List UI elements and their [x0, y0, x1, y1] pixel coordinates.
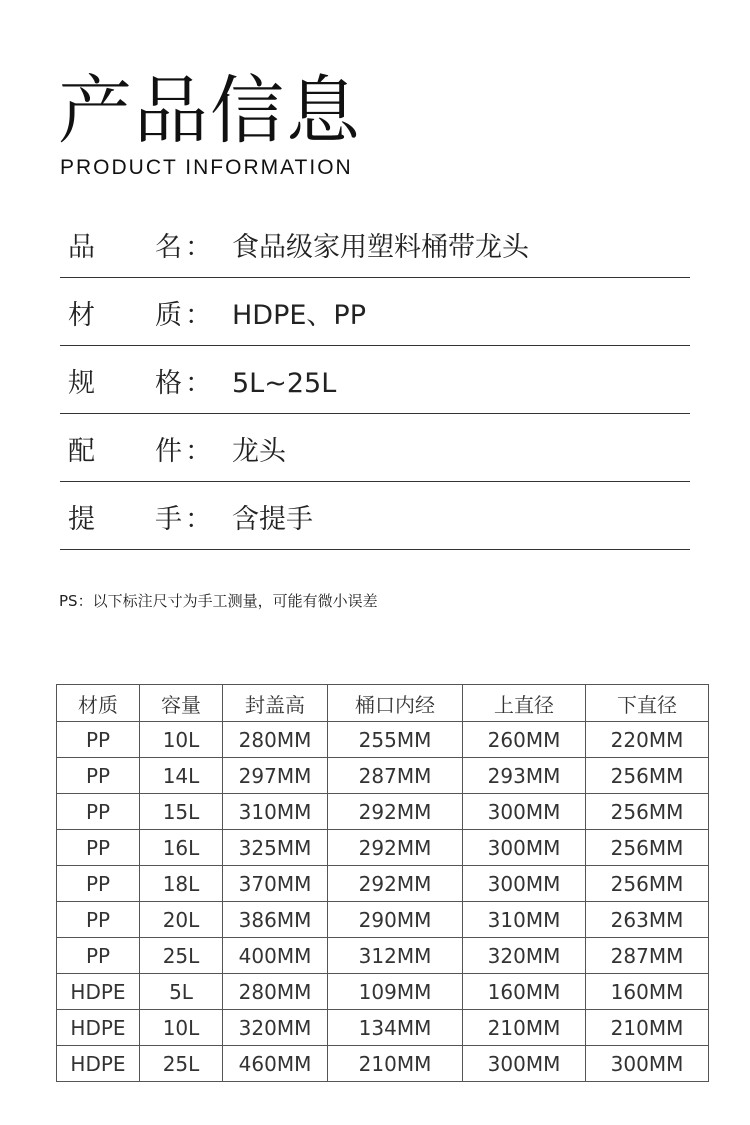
table-cell: PP — [57, 758, 140, 794]
table-row — [57, 794, 709, 830]
table-cell: 300MM — [463, 866, 586, 902]
table-cell: 460MM — [223, 1046, 328, 1082]
table-cell: PP — [57, 938, 140, 974]
info-row-handle — [60, 482, 690, 550]
table-cell: 300MM — [463, 830, 586, 866]
product-info-list — [60, 210, 690, 550]
table-cell: 25L — [140, 1046, 223, 1082]
table-cell: HDPE — [57, 974, 140, 1010]
table-cell: 400MM — [223, 938, 328, 974]
table-cell: 256MM — [586, 866, 709, 902]
table-cell: PP — [57, 722, 140, 758]
table-cell: 160MM — [586, 974, 709, 1010]
info-key-char: 品 — [68, 232, 95, 263]
table-cell: 134MM — [328, 1010, 463, 1046]
size-table — [56, 684, 709, 1082]
table-cell: 300MM — [586, 1046, 709, 1082]
info-row-material — [60, 278, 690, 346]
table-cell: 220MM — [586, 722, 709, 758]
table-row — [57, 830, 709, 866]
page-subtitle: PRODUCT INFORMATION — [60, 156, 353, 179]
table-row — [57, 1046, 709, 1082]
info-value: 含提手 — [232, 504, 313, 535]
info-value: HDPE、PP — [232, 300, 366, 331]
table-cell: HDPE — [57, 1046, 140, 1082]
page-title: 产品信息 — [58, 68, 362, 154]
table-header-cell: 下直径 — [586, 685, 709, 722]
info-key-char: 材 — [68, 300, 95, 331]
table-cell: 256MM — [586, 758, 709, 794]
info-row-name — [60, 210, 690, 278]
table-cell: 160MM — [463, 974, 586, 1010]
table-cell: 210MM — [328, 1046, 463, 1082]
table-header-cell: 封盖高 — [223, 685, 328, 722]
table-cell: 260MM — [463, 722, 586, 758]
table-cell: 263MM — [586, 902, 709, 938]
table-cell: 310MM — [223, 794, 328, 830]
table-cell: 325MM — [223, 830, 328, 866]
table-cell: 292MM — [328, 794, 463, 830]
table-row — [57, 1010, 709, 1046]
table-cell: 25L — [140, 938, 223, 974]
table-cell: 255MM — [328, 722, 463, 758]
table-row — [57, 758, 709, 794]
table-cell: PP — [57, 866, 140, 902]
table-cell: 320MM — [223, 1010, 328, 1046]
table-cell: 310MM — [463, 902, 586, 938]
table-cell: 15L — [140, 794, 223, 830]
table-header-row — [57, 685, 709, 722]
table-row — [57, 938, 709, 974]
info-key-char: 格 — [155, 368, 182, 399]
table-cell: PP — [57, 830, 140, 866]
table-cell: 287MM — [586, 938, 709, 974]
table-cell: PP — [57, 794, 140, 830]
table-cell: 386MM — [223, 902, 328, 938]
table-cell: 256MM — [586, 794, 709, 830]
info-key-char: 手 — [155, 504, 182, 535]
info-key-char: 质 — [155, 300, 182, 331]
table-cell: 292MM — [328, 830, 463, 866]
table-row — [57, 902, 709, 938]
info-colon: ： — [185, 436, 212, 467]
table-header-cell: 材质 — [57, 685, 140, 722]
table-cell: 280MM — [223, 974, 328, 1010]
table-cell: 292MM — [328, 866, 463, 902]
table-header-cell: 容量 — [140, 685, 223, 722]
table-header-cell: 上直径 — [463, 685, 586, 722]
table-cell: PP — [57, 902, 140, 938]
info-value: 食品级家用塑料桶带龙头 — [232, 232, 529, 263]
table-cell: 370MM — [223, 866, 328, 902]
info-row-spec — [60, 346, 690, 414]
table-cell: 210MM — [586, 1010, 709, 1046]
info-row-accessory — [60, 414, 690, 482]
table-row — [57, 722, 709, 758]
table-cell: 320MM — [463, 938, 586, 974]
measurement-note: PS：以下标注尺寸为手工测量，可能有微小误差 — [59, 592, 378, 610]
table-cell: 280MM — [223, 722, 328, 758]
table-cell: 18L — [140, 866, 223, 902]
table-cell: 256MM — [586, 830, 709, 866]
table-cell: 297MM — [223, 758, 328, 794]
table-cell: HDPE — [57, 1010, 140, 1046]
table-cell: 300MM — [463, 794, 586, 830]
table-cell: 10L — [140, 722, 223, 758]
info-colon: ： — [185, 232, 212, 263]
table-cell: 10L — [140, 1010, 223, 1046]
table-row — [57, 974, 709, 1010]
info-key-char: 名 — [155, 232, 182, 263]
info-value: 龙头 — [232, 436, 286, 467]
table-header-cell: 桶口内经 — [328, 685, 463, 722]
info-colon: ： — [185, 504, 212, 535]
info-key-char: 配 — [68, 436, 95, 467]
info-value: 5L~25L — [232, 368, 337, 399]
table-cell: 20L — [140, 902, 223, 938]
info-key-char: 提 — [68, 504, 95, 535]
table-cell: 210MM — [463, 1010, 586, 1046]
table-cell: 293MM — [463, 758, 586, 794]
table-cell: 312MM — [328, 938, 463, 974]
table-cell: 290MM — [328, 902, 463, 938]
table-row — [57, 866, 709, 902]
info-colon: ： — [185, 300, 212, 331]
table-cell: 16L — [140, 830, 223, 866]
table-cell: 287MM — [328, 758, 463, 794]
info-colon: ： — [185, 368, 212, 399]
table-cell: 5L — [140, 974, 223, 1010]
info-key-char: 规 — [68, 368, 95, 399]
info-key-char: 件 — [155, 436, 182, 467]
table-cell: 300MM — [463, 1046, 586, 1082]
table-cell: 109MM — [328, 974, 463, 1010]
table-cell: 14L — [140, 758, 223, 794]
